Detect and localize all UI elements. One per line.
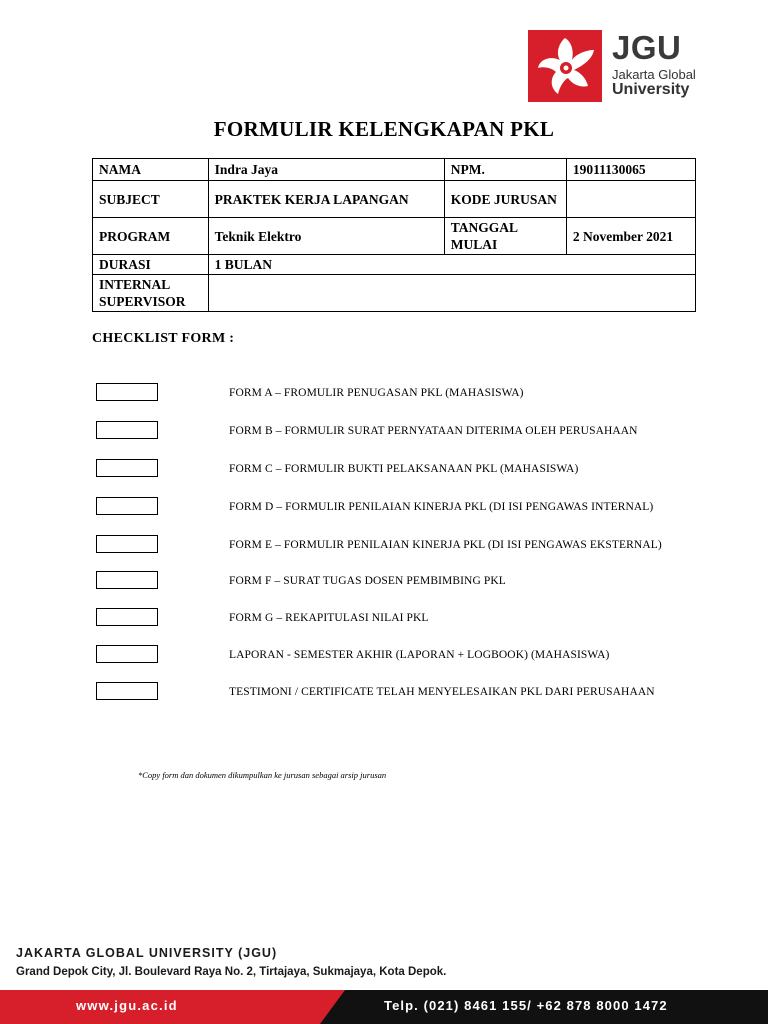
nama-value[interactable]: Indra Jaya [208,159,444,181]
kode-jurusan-value[interactable] [566,181,695,218]
checklist-item-label: FORM F – SURAT TUGAS DOSEN PEMBIMBING PKL [229,575,506,587]
checkbox[interactable] [96,535,158,553]
durasi-label: DURASI [93,255,209,275]
logo-subtitle-line2: University [612,81,690,98]
program-value[interactable]: Teknik Elektro [208,218,444,255]
footnote: *Copy form dan dokumen dikumpulkan ke jurusan sebagai arsip jurusan [138,770,387,780]
footer-website-link[interactable]: www.jgu.ac.id [76,998,178,1013]
student-info-table [92,158,696,312]
checklist-item-label: TESTIMONI / CERTIFICATE TELAH MENYELESAIKAN PKL DARI PERUSAHAAN [229,686,655,698]
checklist-item [96,535,696,557]
checkbox[interactable] [96,459,158,477]
checklist-item [96,682,696,704]
checklist-item [96,497,696,519]
tanggal-mulai-value[interactable]: 2 November 2021 [566,218,695,255]
table-row [93,159,696,181]
checklist-item-label: FORM C – FORMULIR BUKTI PELAKSANAAN PKL (MAHASISWA) [229,463,579,475]
table-row [93,181,696,218]
checkbox[interactable] [96,682,158,700]
logo-wordmark: JGU [612,29,682,66]
checkbox[interactable] [96,608,158,626]
checklist-item-label: FORM B – FORMULIR SURAT PERNYATAAN DITERIMA OLEH PERUSAHAAN [229,425,638,437]
table-row [93,218,696,255]
tanggal-mulai-label: TANGGAL MULAI [444,218,566,255]
footer-address: Grand Depok City, Jl. Boulevard Raya No. 2, Tirtajaya, Sukmajaya, Kota Depok. [16,966,447,978]
npm-label: NPM. [444,159,566,181]
checkbox[interactable] [96,383,158,401]
subject-value[interactable]: PRAKTEK KERJA LAPANGAN [208,181,444,218]
subject-label: SUBJECT [93,181,209,218]
checklist-item [96,608,696,630]
jgu-orchid-logo-icon [528,30,602,102]
program-label: PROGRAM [93,218,209,255]
checkbox[interactable] [96,421,158,439]
table-row [93,255,696,275]
checklist-item-label: FORM D – FORMULIR PENILAIAN KINERJA PKL (DI ISI PENGAWAS INTERNAL) [229,501,654,513]
footer-phone: Telp. (021) 8461 155/ +62 878 8000 1472 [384,998,668,1013]
kode-jurusan-label: KODE JURUSAN [444,181,566,218]
checklist-item [96,571,696,593]
checklist-item-label: LAPORAN - SEMESTER AKHIR (LAPORAN + LOGBOOK) (MAHASISWA) [229,649,610,661]
checklist-item [96,383,696,405]
checklist-item [96,645,696,667]
checkbox[interactable] [96,645,158,663]
checklist-heading: CHECKLIST FORM : [92,331,235,346]
internal-supervisor-label: INTERNAL SUPERVISOR [93,275,209,312]
checklist-item-label: FORM A – FROMULIR PENUGASAN PKL (MAHASISWA) [229,387,524,399]
checklist-item-label: FORM G – REKAPITULASI NILAI PKL [229,612,429,624]
nama-label: NAMA [93,159,209,181]
checklist-item-label: FORM E – FORMULIR PENILAIAN KINERJA PKL (DI ISI PENGAWAS EKSTERNAL) [229,539,662,551]
logo-subtitle-line1: Jakarta Global [612,67,696,82]
checklist-item [96,459,696,481]
table-row [93,275,696,312]
durasi-value[interactable]: 1 BULAN [208,255,695,275]
page-title: FORMULIR KELENGKAPAN PKL [213,117,555,141]
checkbox[interactable] [96,571,158,589]
checkbox[interactable] [96,497,158,515]
checklist-item [96,421,696,443]
npm-value[interactable]: 19011130065 [566,159,695,181]
footer-bar [0,990,768,1024]
jgu-logo [528,30,698,102]
footer-institution: JAKARTA GLOBAL UNIVERSITY (JGU) [16,946,278,960]
internal-supervisor-value[interactable] [208,275,695,312]
